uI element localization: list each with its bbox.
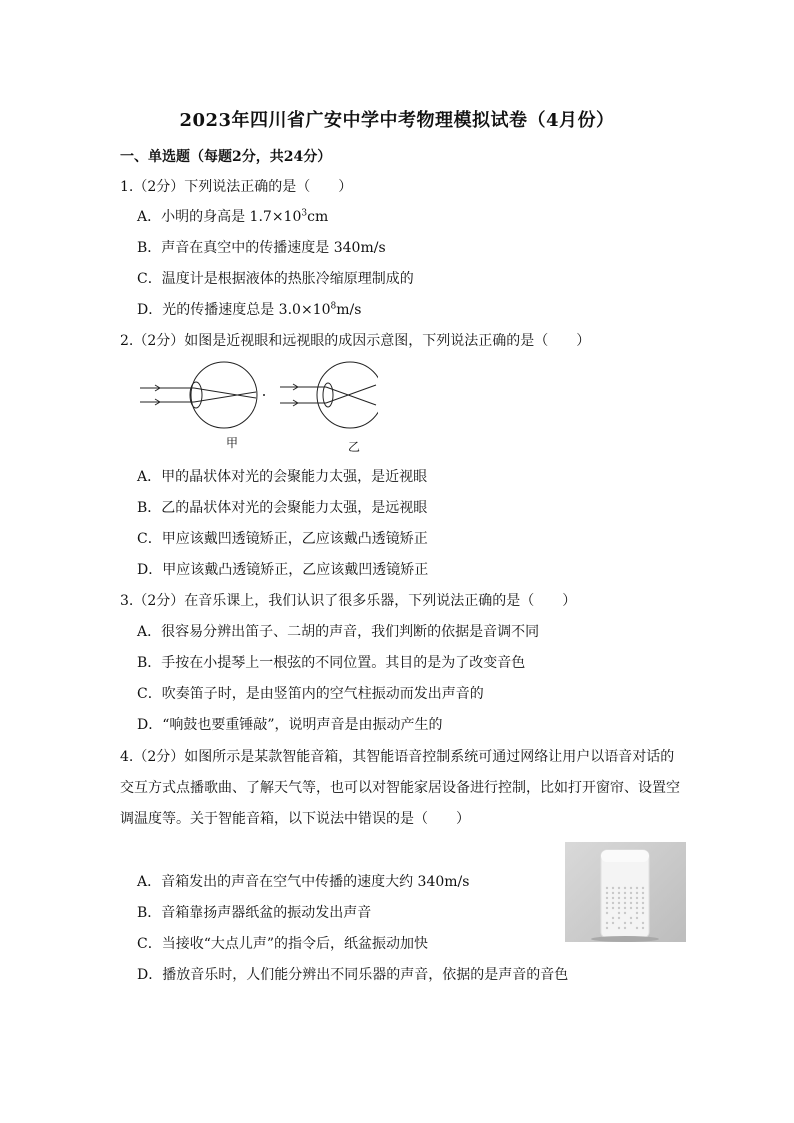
question-2-option-a: A．甲的晶状体对光的会聚能力太强，是近视眼 [137,469,428,485]
question-3-option-b: B．手按在小提琴上一根弦的不同位置。其目的是为了改变音色 [137,655,526,671]
question-2-option-c: C．甲应该戴凹透镜矫正，乙应该戴凸透镜矫正 [137,531,428,547]
eye-diagram-a [140,362,265,428]
question-1-option-b: B．声音在真空中的传播速度是 340m/s [137,240,386,256]
eye-diagram-b [280,362,378,428]
question-3-option-a: A．很容易分辨出笛子、二胡的声音，我们判断的依据是音调不同 [137,624,540,640]
question-4-option-d: D．播放音乐时，人们能分辨出不同乐器的声音，依据的是声音的音色 [137,967,569,983]
question-1-option-c: C．温度计是根据液体的热胀冷缩原理制成的 [137,271,414,287]
question-1-option-d: D．光的传播速度总是 $3.0\times 10^8m/s$ [137,301,362,318]
question-4-option-c: C．当接收“大点儿声”的指令后，纸盆振动加快 [137,936,429,952]
question-3-option-d: D．“响鼓也要重锤敲”，说明声音是由振动产生的 [137,717,443,733]
question-1-option-a: A．小明的身高是 $1.7\times 10^3cm$ [137,208,329,225]
question-1-stem: 1.（2分）下列说法正确的是（ ） [120,179,353,195]
question-2-stem: 2.（2分）如图是近视眼和远视眼的成因示意图，下列说法正确的是（ ） [120,333,591,349]
question-3-stem: 3.（2分）在音乐课上，我们认识了很多乐器，下列说法正确的是（ ） [120,593,577,609]
section-heading: 一、单选题（每题2分，共24分） [120,149,332,165]
smart-speaker-photo [565,842,686,942]
question-4-option-a: A．音箱发出的声音在空气中传播的速度大约 340m/s [137,874,470,890]
eye-diagram-caption-b: 乙 [348,440,361,454]
eye-diagram-caption-a: 甲 [226,436,239,450]
question-4-option-b: B．音箱靠扬声器纸盆的振动发出声音 [137,905,372,921]
question-4-stem: 4.（2分）如图所示是某款智能音箱，其智能语音控制系统可通过网络让用户以语音对话的交互方式点播歌曲、了解天气等，也可以对智能家居设备进行控制，比如打开窗帘、设置空调温度等。关于智能音箱，以下说法中错误的是（ ） [120,749,680,827]
question-2-option-d: D．甲应该戴凸透镜矫正，乙应该戴凹透镜矫正 [137,562,429,578]
eye-diagram [138,360,378,432]
page-title: 2023年四川省广安中学中考物理模拟试卷（4月份） [179,110,615,131]
question-3-option-c: C．吹奏笛子时，是由竖笛内的空气柱振动而发出声音的 [137,686,484,702]
question-2-option-b: B．乙的晶状体对光的会聚能力太强，是远视眼 [137,500,428,516]
